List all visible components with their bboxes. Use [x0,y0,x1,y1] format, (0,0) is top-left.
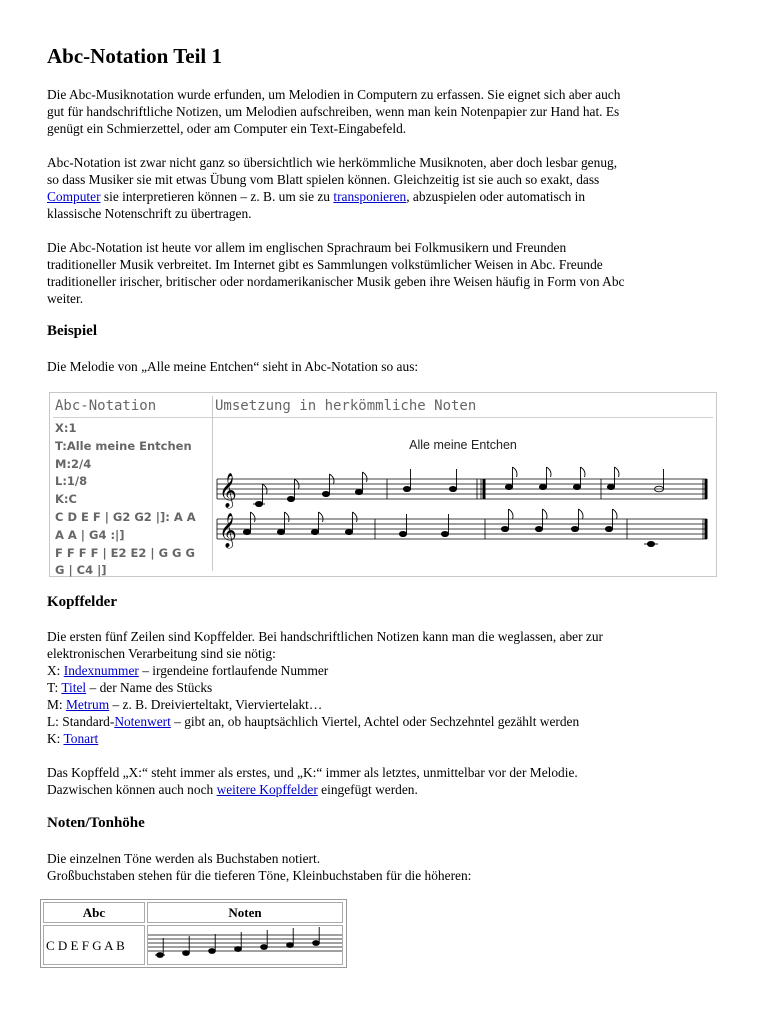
abc-code-line: C D E F | G2 G2 |]: A A [55,509,196,524]
abc-notation-panel [53,396,213,578]
table-header-abc: Abc [43,902,145,923]
sheet-music-panel [213,396,713,571]
paragraph-line: elektronischen Verarbeitung sind sie nötig: [47,646,276,661]
paragraph-line: Die ersten fünf Zeilen sind Kopffelder. Bei handschriftlichen Notizen kann man die weglassen, aber zur [47,629,604,644]
treble-clef-icon: 𝄞 [219,513,237,548]
intro-paragraph [47,86,620,137]
paragraph-line: Großbuchstaben stehen für die tieferen Töne, Kleinbuchstaben für die höheren: [47,868,472,883]
abc-panel-header: Abc-Notation [53,396,212,418]
field-m [47,696,603,713]
link-transponieren[interactable]: transponieren [333,189,407,204]
paragraph-line: Das Kopffeld „X:“ steht immer als erstes, und „K:“ immer als letztes, unmittelbar vor der Melodie. [47,765,578,780]
abc-code [53,418,212,580]
kopffeld-note-paragraph [47,764,578,798]
table-cell-noten [147,925,343,965]
field-prefix: T: [47,680,62,695]
field-t [47,679,603,696]
staff-1-notes [253,467,664,507]
intro-line: genügt ein Schmierzettel, oder am Computer ein Text-Eingabefeld. [47,121,407,136]
field-description: – gibt an, ob hauptsächlich Viertel, Achtel oder Sechzehntel gezählt werden [170,714,580,729]
abc-code-line: M:2/4 [55,456,92,471]
intro-line: Die Abc-Musiknotation wurde erfunden, um Melodien in Computern zu erfassen. Sie eignet sich aber auch [47,87,621,102]
beispiel-text: Die Melodie von „Alle meine Entchen“ sieht in Abc-Notation so aus: [47,359,419,374]
link-titel[interactable]: Titel [61,680,87,695]
field-prefix: K: [47,731,64,746]
abc-code-line: F F F F | E2 E2 | G G G [55,545,195,560]
link-indexnummer[interactable]: Indexnummer [63,663,139,678]
paragraph-line: so dass Musiker sie mit etwas Übung vom Blatt spielen können. Gleichzeitig ist sie auch so exakt, dass [47,172,600,187]
paragraph-text: sie interpretieren können – z. B. um sie zu [100,189,334,204]
field-prefix: M: [47,697,66,712]
abc-code-line: K:C [55,492,77,507]
link-computer[interactable]: Computer [47,189,101,204]
field-prefix: X: [47,663,64,678]
field-description: – z. B. Dreivierteltakt, Vierviertelakt… [109,697,323,712]
paragraph-text: , abzuspielen oder automatisch in [406,189,586,204]
noten-paragraph [47,850,471,884]
usage-paragraph [47,239,625,307]
song-title: Alle meine Entchen [409,438,517,452]
link-tonart[interactable]: Tonart [63,731,99,746]
abc-code-line: T:Alle meine Entchen [55,438,192,453]
field-prefix: L: Standard- [47,714,115,729]
intro-line: gut für handschriftliche Notizen, um Melodien aufschreiben, wenn man kein Notenpapier zur Hand hat. Es [47,104,620,119]
notes-panel-header: Umsetzung in herkömmliche Noten [213,396,713,418]
paragraph-line: traditioneller Musik verbreitet. Im Internet gibt es Sammlungen volkstümlicher Weisen in Abc. Freunde [47,257,603,272]
paragraph-line: traditioneller irischer, britischer oder nordamerikanischer Musik geben ihre Weisen häufig in Form von Abc [47,274,625,289]
page-title: Abc-Notation Teil 1 [47,44,223,68]
link-notenwert[interactable]: Notenwert [114,714,171,729]
staff-2-notes [243,509,658,547]
heading-noten-tonhoehe: Noten/Tonhöhe [47,815,145,831]
paragraph-text: Dazwischen können auch noch [47,782,217,797]
paragraph-line [47,781,578,798]
paragraph-text: eingefügt werden. [317,782,418,797]
sheet-music-image [213,396,713,571]
paragraph-line: klassische Notenschrift zu übertragen. [47,206,252,221]
field-l [47,713,603,730]
heading-beispiel: Beispiel [47,323,98,339]
field-description: – irgendeine fortlaufende Nummer [138,663,329,678]
treble-clef-icon: 𝄞 [219,473,237,508]
staff-2 [217,519,707,539]
scale-notes-image [148,926,342,964]
paragraph-line [47,188,617,205]
readability-paragraph [47,154,617,222]
abc-code-line: G | C4 |] [55,563,107,578]
kopffelder-paragraph [47,628,603,747]
field-x [47,662,603,679]
field-k [47,730,603,747]
table-header-noten: Noten [147,902,343,923]
example-figure [49,392,717,577]
abc-code-line: X:1 [55,421,77,435]
paragraph-line: Abc-Notation ist zwar nicht ganz so übersichtlich wie herkömmliche Musiknoten, aber doch lesbar genug, [47,155,618,170]
table-cell-abc: C D E F G A B [43,925,145,965]
link-metrum[interactable]: Metrum [65,697,110,712]
field-description: – der Name des Stücks [86,680,213,695]
paragraph-line: Die Abc-Notation ist heute vor allem im englischen Sprachraum bei Folkmusikern und Freunden [47,240,567,255]
paragraph-line: Die einzelnen Töne werden als Buchstaben notiert. [47,851,321,866]
abc-code-line: L:1/8 [55,474,88,489]
abc-noten-table [40,899,347,968]
paragraph-line: weiter. [47,291,84,306]
heading-kopffelder: Kopffelder [47,594,117,610]
abc-code-line: A A | G4 :|] [55,527,125,542]
link-weitere-kopffelder[interactable]: weitere Kopffelder [216,782,318,797]
